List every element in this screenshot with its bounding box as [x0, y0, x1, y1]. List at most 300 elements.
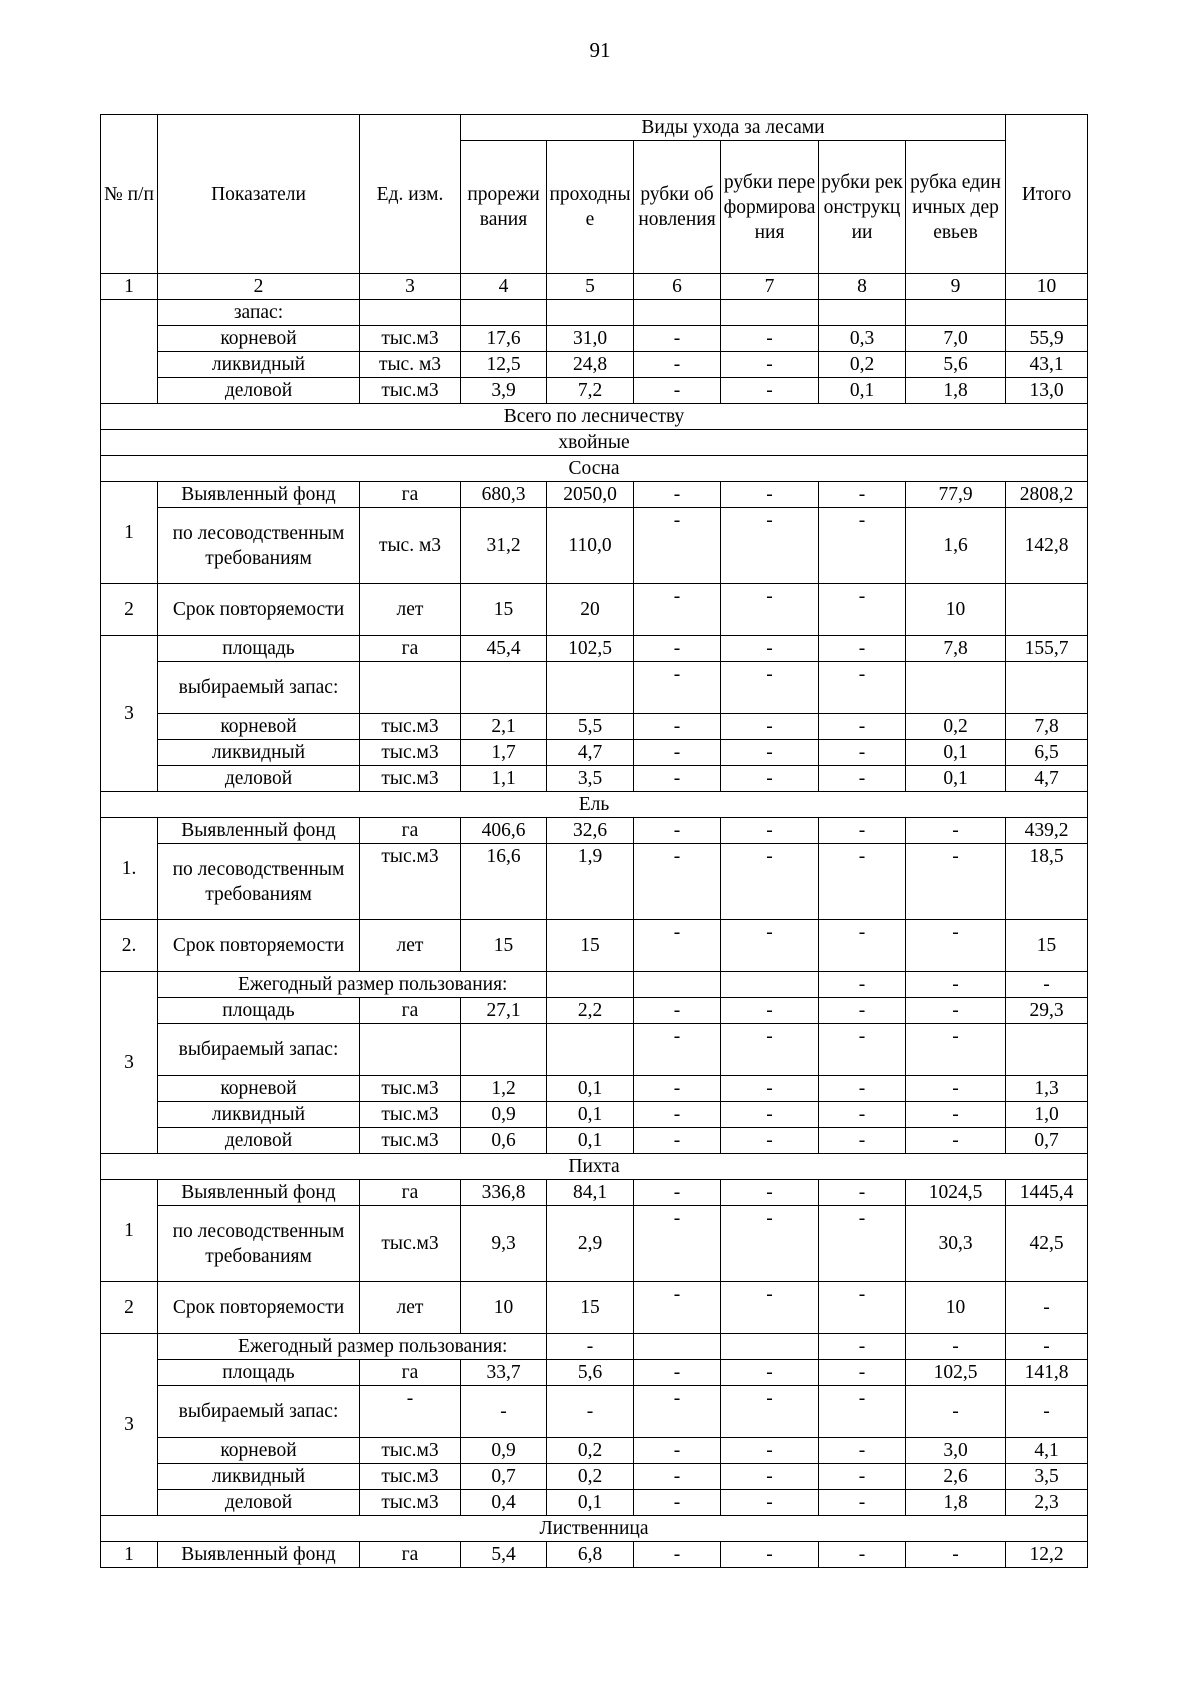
cell: 5,6 — [547, 1360, 634, 1386]
cell: 142,8 — [1006, 508, 1088, 584]
cell: 84,1 — [547, 1180, 634, 1206]
cell — [721, 1334, 819, 1360]
cell: - — [1006, 972, 1088, 998]
cell: - — [819, 1360, 906, 1386]
cell: 0,1 — [547, 1490, 634, 1516]
cell: 6,8 — [547, 1542, 634, 1568]
cell: 7,8 — [906, 636, 1006, 662]
row-unit: га — [360, 1360, 461, 1386]
cell: - — [634, 352, 721, 378]
cell: - — [819, 1334, 906, 1360]
row-label: корневой — [158, 1076, 360, 1102]
species-row — [101, 1154, 1088, 1180]
table-row — [101, 482, 1088, 508]
row-label: выбираемый запас: — [158, 1024, 360, 1076]
cell: - — [819, 636, 906, 662]
row-label: Выявленный фонд — [158, 1180, 360, 1206]
cell: - — [634, 998, 721, 1024]
cell: - — [721, 1102, 819, 1128]
cell: - — [906, 920, 1006, 972]
cell: - — [721, 1128, 819, 1154]
cell: 15 — [461, 584, 547, 636]
cell: 0,2 — [819, 352, 906, 378]
cell: - — [461, 1386, 547, 1438]
cell: 9,3 — [461, 1206, 547, 1282]
table-row — [101, 1360, 1088, 1386]
row-label: площадь — [158, 1360, 360, 1386]
cell: - — [721, 1438, 819, 1464]
row-label: ликвидный — [158, 352, 360, 378]
cell — [1006, 584, 1088, 636]
row-label: деловой — [158, 378, 360, 404]
row-label: по лесоводственным требованиям — [158, 844, 360, 920]
cell: - — [721, 636, 819, 662]
cell: - — [819, 1438, 906, 1464]
cell: 3,0 — [906, 1438, 1006, 1464]
cell: - — [906, 844, 1006, 920]
column-number: 4 — [461, 274, 547, 300]
cell: - — [634, 1128, 721, 1154]
cell: 110,0 — [547, 508, 634, 584]
cell: - — [819, 1024, 906, 1076]
cell: 10 — [461, 1282, 547, 1334]
cell: 33,7 — [461, 1360, 547, 1386]
table-row — [101, 326, 1088, 352]
cell — [906, 662, 1006, 714]
row-unit: лет — [360, 920, 461, 972]
row-label: запас: — [158, 300, 360, 326]
cell: - — [819, 998, 906, 1024]
cell: - — [721, 1206, 819, 1282]
cell: 12,5 — [461, 352, 547, 378]
cell: - — [721, 1360, 819, 1386]
cell: 1,8 — [906, 1490, 1006, 1516]
cell: 0,1 — [819, 378, 906, 404]
cell: 0,4 — [461, 1490, 547, 1516]
table-row — [101, 1334, 1088, 1360]
row-label: выбираемый запас: — [158, 662, 360, 714]
cell: - — [634, 740, 721, 766]
cell: - — [721, 508, 819, 584]
row-label: Ежегодный размер пользования: — [158, 1334, 461, 1360]
cell: 1024,5 — [906, 1180, 1006, 1206]
cell: 43,1 — [1006, 352, 1088, 378]
cell: 6,5 — [1006, 740, 1088, 766]
table-row — [101, 1386, 1088, 1438]
cell: 0,2 — [547, 1464, 634, 1490]
row-label: по лесоводственным требованиям — [158, 508, 360, 584]
section-row — [101, 430, 1088, 456]
cell: - — [634, 508, 721, 584]
table-row — [101, 714, 1088, 740]
cell: - — [906, 1102, 1006, 1128]
cell: - — [634, 844, 721, 920]
column-number: 2 — [158, 274, 360, 300]
cell: - — [721, 714, 819, 740]
cell — [461, 300, 547, 326]
row-label: корневой — [158, 326, 360, 352]
cell: 10 — [906, 584, 1006, 636]
cell: - — [819, 766, 906, 792]
cell: 16,6 — [461, 844, 547, 920]
header-num: № п/п — [101, 115, 158, 274]
row-label: ликвидный — [158, 1102, 360, 1128]
forest-care-table — [100, 114, 1088, 1568]
cell: 1445,4 — [1006, 1180, 1088, 1206]
table-row — [101, 636, 1088, 662]
cell: - — [819, 1180, 906, 1206]
header-passing: проходные — [547, 141, 634, 274]
table-row — [101, 1282, 1088, 1334]
cell — [461, 1024, 547, 1076]
row-unit: тыс.м3 — [360, 766, 461, 792]
cell: 12,2 — [1006, 1542, 1088, 1568]
table-row — [101, 1438, 1088, 1464]
cell: 10 — [906, 1282, 1006, 1334]
cell: 77,9 — [906, 482, 1006, 508]
cell: - — [634, 636, 721, 662]
header-renewal: рубки обновления — [634, 141, 721, 274]
cell: - — [634, 1490, 721, 1516]
cell: - — [721, 766, 819, 792]
cell: - — [721, 378, 819, 404]
cell: 7,0 — [906, 326, 1006, 352]
species-row — [101, 1516, 1088, 1542]
row-unit: лет — [360, 1282, 461, 1334]
cell: 0,1 — [547, 1128, 634, 1154]
row-label: деловой — [158, 1128, 360, 1154]
cell: - — [819, 844, 906, 920]
cell: 0,7 — [461, 1464, 547, 1490]
cell: - — [906, 1076, 1006, 1102]
row-label: Выявленный фонд — [158, 818, 360, 844]
cell: 141,8 — [1006, 1360, 1088, 1386]
column-number: 8 — [819, 274, 906, 300]
cell: - — [819, 1128, 906, 1154]
column-numbers-row — [101, 274, 1088, 300]
cell — [1006, 1024, 1088, 1076]
row-number: 3 — [101, 1334, 158, 1516]
cell — [1006, 662, 1088, 714]
cell — [906, 300, 1006, 326]
cell: 42,5 — [1006, 1206, 1088, 1282]
row-label: Срок повторяемости — [158, 920, 360, 972]
cell: 7,8 — [1006, 714, 1088, 740]
cell — [360, 300, 461, 326]
cell — [547, 300, 634, 326]
cell: - — [634, 1438, 721, 1464]
cell: 29,3 — [1006, 998, 1088, 1024]
cell: 2,2 — [547, 998, 634, 1024]
cell: 3,9 — [461, 378, 547, 404]
row-label: деловой — [158, 766, 360, 792]
row-unit: га — [360, 636, 461, 662]
cell: 439,2 — [1006, 818, 1088, 844]
cell — [547, 1024, 634, 1076]
cell: 0,6 — [461, 1128, 547, 1154]
cell: - — [721, 662, 819, 714]
cell: - — [634, 584, 721, 636]
cell: - — [634, 1102, 721, 1128]
row-unit: га — [360, 482, 461, 508]
cell: - — [634, 1464, 721, 1490]
cell: 2050,0 — [547, 482, 634, 508]
cell: - — [906, 818, 1006, 844]
cell: - — [819, 1282, 906, 1334]
row-label: по лесоводственным требованиям — [158, 1206, 360, 1282]
cell: - — [906, 1024, 1006, 1076]
row-unit: тыс.м3 — [360, 1464, 461, 1490]
cell: - — [721, 1542, 819, 1568]
cell: 406,6 — [461, 818, 547, 844]
cell: 1,7 — [461, 740, 547, 766]
cell: 0,9 — [461, 1438, 547, 1464]
cell: 0,3 — [819, 326, 906, 352]
cell — [547, 972, 634, 998]
cell: 102,5 — [547, 636, 634, 662]
species-title: Пихта — [101, 1154, 1088, 1180]
row-unit: тыс.м3 — [360, 1128, 461, 1154]
cell: 336,8 — [461, 1180, 547, 1206]
cell — [721, 972, 819, 998]
species-title: Лиственница — [101, 1516, 1088, 1542]
column-number: 5 — [547, 274, 634, 300]
cell: - — [721, 584, 819, 636]
row-number: 3 — [101, 636, 158, 792]
cell: - — [721, 998, 819, 1024]
cell: 0,9 — [461, 1102, 547, 1128]
table-row — [101, 844, 1088, 920]
cell: 1,9 — [547, 844, 634, 920]
table-row — [101, 1024, 1088, 1076]
row-unit: тыс. м3 — [360, 508, 461, 584]
table-row — [101, 766, 1088, 792]
cell: 1,8 — [906, 378, 1006, 404]
column-number: 7 — [721, 274, 819, 300]
header-unit: Ед. изм. — [360, 115, 461, 274]
cell: - — [721, 818, 819, 844]
cell: - — [634, 1282, 721, 1334]
header-indicator: Показатели — [158, 115, 360, 274]
row-unit: тыс.м3 — [360, 1076, 461, 1102]
cell: 2,3 — [1006, 1490, 1088, 1516]
column-number: 1 — [101, 274, 158, 300]
cell: 20 — [547, 584, 634, 636]
cell: 0,1 — [906, 740, 1006, 766]
cell: 15 — [547, 1282, 634, 1334]
cell: 1,0 — [1006, 1102, 1088, 1128]
cell: 55,9 — [1006, 326, 1088, 352]
cell: 5,4 — [461, 1542, 547, 1568]
cell: 2,9 — [547, 1206, 634, 1282]
section-row — [101, 404, 1088, 430]
cell: - — [721, 1386, 819, 1438]
row-unit — [360, 662, 461, 714]
species-row — [101, 792, 1088, 818]
table-row — [101, 1180, 1088, 1206]
cell: 2,6 — [906, 1464, 1006, 1490]
header-reformation: рубки переформирования — [721, 141, 819, 274]
row-label: Срок повторяемости — [158, 584, 360, 636]
column-number: 9 — [906, 274, 1006, 300]
cell: 31,0 — [547, 326, 634, 352]
row-unit: тыс.м3 — [360, 844, 461, 920]
row-label: ликвидный — [158, 1464, 360, 1490]
cell: - — [819, 920, 906, 972]
table-row — [101, 1490, 1088, 1516]
header-total: Итого — [1006, 115, 1088, 274]
cell: 4,7 — [547, 740, 634, 766]
row-number: 2 — [101, 1282, 158, 1334]
cell: 13,0 — [1006, 378, 1088, 404]
row-label: Ежегодный размер пользования: — [158, 972, 461, 998]
cell: 45,4 — [461, 636, 547, 662]
species-title: Сосна — [101, 456, 1088, 482]
header-group: Виды ухода за лесами — [461, 115, 1006, 141]
page-number: 91 — [589, 38, 611, 62]
cell: - — [906, 1386, 1006, 1438]
cell: - — [819, 1206, 906, 1282]
cell: 0,7 — [1006, 1128, 1088, 1154]
table-row — [101, 1206, 1088, 1282]
table-row — [101, 300, 1088, 326]
table-row — [101, 352, 1088, 378]
cell: 1,3 — [1006, 1076, 1088, 1102]
cell: 4,1 — [1006, 1438, 1088, 1464]
cell: - — [721, 1464, 819, 1490]
row-unit: - — [360, 1386, 461, 1438]
cell: 2,1 — [461, 714, 547, 740]
table-row — [101, 998, 1088, 1024]
row-label: ликвидный — [158, 740, 360, 766]
row-unit: га — [360, 1180, 461, 1206]
cell: 27,1 — [461, 998, 547, 1024]
cell: 680,3 — [461, 482, 547, 508]
cell: - — [1006, 1386, 1088, 1438]
column-number: 3 — [360, 274, 461, 300]
cell: - — [721, 1490, 819, 1516]
cell: - — [721, 844, 819, 920]
cell: - — [634, 482, 721, 508]
header-reconstruction: рубки реконструкции — [819, 141, 906, 274]
cell: 5,5 — [547, 714, 634, 740]
cell: - — [819, 508, 906, 584]
cell: - — [819, 1464, 906, 1490]
row-unit: тыс. м3 — [360, 352, 461, 378]
cell: 15 — [547, 920, 634, 972]
cell: 1,1 — [461, 766, 547, 792]
table-row — [101, 920, 1088, 972]
cell — [461, 662, 547, 714]
cell: 1,2 — [461, 1076, 547, 1102]
cell: - — [634, 766, 721, 792]
cell: - — [721, 326, 819, 352]
cell: - — [906, 998, 1006, 1024]
section-coniferous: хвойные — [101, 430, 1088, 456]
cell: - — [634, 378, 721, 404]
row-unit: га — [360, 818, 461, 844]
row-number: 3 — [101, 972, 158, 1154]
cell: - — [634, 818, 721, 844]
cell: - — [634, 1206, 721, 1282]
cell: - — [721, 740, 819, 766]
row-unit: тыс.м3 — [360, 378, 461, 404]
row-label: деловой — [158, 1490, 360, 1516]
cell: 0,1 — [906, 766, 1006, 792]
table-row — [101, 508, 1088, 584]
row-number — [101, 300, 158, 404]
table-row — [101, 818, 1088, 844]
cell: 3,5 — [1006, 1464, 1088, 1490]
row-unit: тыс.м3 — [360, 1206, 461, 1282]
cell: 32,6 — [547, 818, 634, 844]
row-unit — [360, 1024, 461, 1076]
cell: - — [634, 326, 721, 352]
table-row — [101, 972, 1088, 998]
cell: - — [721, 1076, 819, 1102]
row-label: Срок повторяемости — [158, 1282, 360, 1334]
cell: 102,5 — [906, 1360, 1006, 1386]
cell: - — [819, 482, 906, 508]
row-label: Выявленный фонд — [158, 1542, 360, 1568]
cell — [634, 300, 721, 326]
cell: 155,7 — [1006, 636, 1088, 662]
cell: - — [906, 1128, 1006, 1154]
row-number: 2. — [101, 920, 158, 972]
table-row — [101, 1464, 1088, 1490]
row-unit: тыс.м3 — [360, 326, 461, 352]
row-unit: га — [360, 1542, 461, 1568]
cell: - — [819, 714, 906, 740]
cell — [1006, 300, 1088, 326]
section-total: Всего по лесничеству — [101, 404, 1088, 430]
cell: - — [819, 584, 906, 636]
cell: 2808,2 — [1006, 482, 1088, 508]
column-number: 10 — [1006, 274, 1088, 300]
cell: - — [634, 920, 721, 972]
cell — [634, 1334, 721, 1360]
table-row — [101, 1076, 1088, 1102]
cell: - — [819, 662, 906, 714]
cell: - — [721, 1282, 819, 1334]
cell — [547, 662, 634, 714]
cell: - — [634, 1542, 721, 1568]
cell — [819, 300, 906, 326]
cell: - — [721, 352, 819, 378]
cell: - — [721, 920, 819, 972]
table-row — [101, 662, 1088, 714]
row-unit: га — [360, 998, 461, 1024]
row-unit: тыс.м3 — [360, 1438, 461, 1464]
row-unit: тыс.м3 — [360, 740, 461, 766]
cell: - — [819, 1542, 906, 1568]
cell: - — [634, 1024, 721, 1076]
cell: - — [819, 740, 906, 766]
cell: 15 — [461, 920, 547, 972]
cell: - — [721, 1180, 819, 1206]
table-row — [101, 1542, 1088, 1568]
cell: 0,1 — [547, 1102, 634, 1128]
header-row — [101, 115, 1088, 141]
table-row — [101, 584, 1088, 636]
cell: - — [634, 1076, 721, 1102]
row-unit: тыс.м3 — [360, 1102, 461, 1128]
cell: 5,6 — [906, 352, 1006, 378]
cell: - — [634, 714, 721, 740]
row-number: 1. — [101, 818, 158, 920]
cell: 31,2 — [461, 508, 547, 584]
cell: - — [906, 1334, 1006, 1360]
